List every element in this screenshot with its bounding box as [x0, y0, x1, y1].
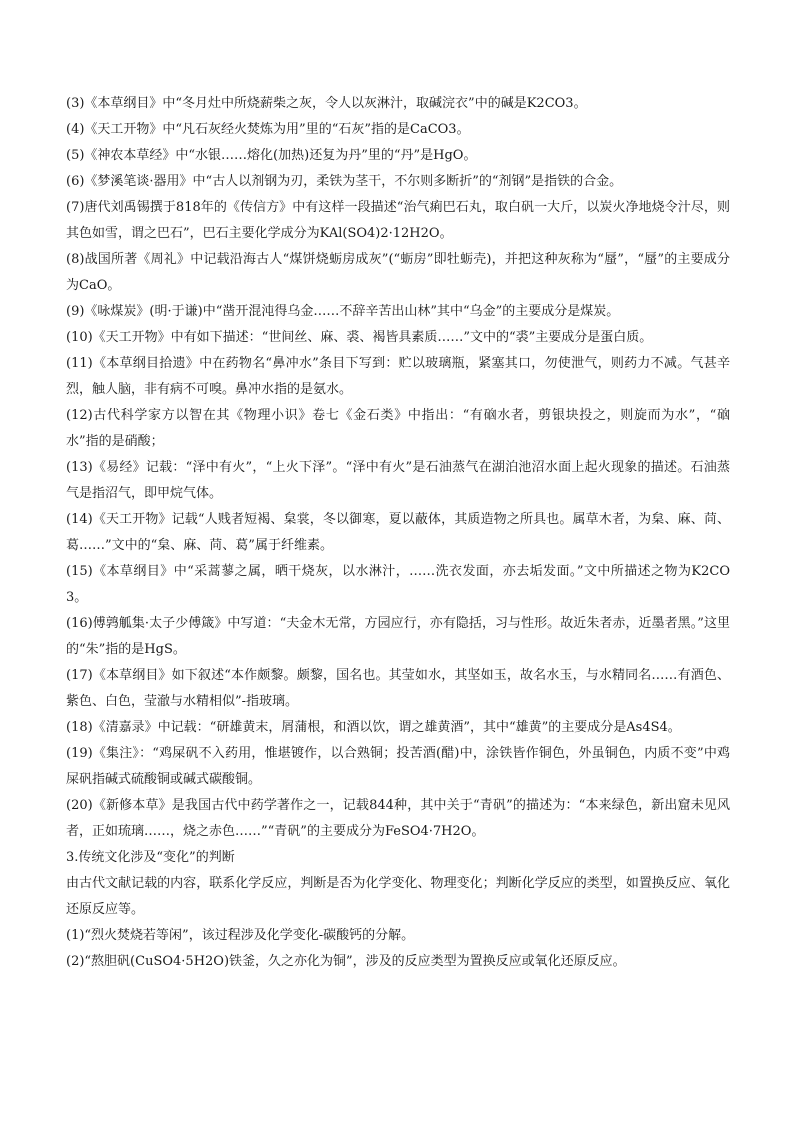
- section-heading: 3.传统文化涉及“变化”的判断: [66, 850, 235, 865]
- paragraph-item-15: (15)《本草纲目》中“采蒿蓼之属，晒干烧灰，以水淋汁，……洗衣发面，亦去垢发面。”文中所描述之物为K2CO3。: [66, 564, 730, 605]
- section-intro: 由古代文献记载的内容，联系化学反应，判断是否为化学变化、物理变化；判断化学反应的类型，如置换反应、氧化还原反应等。: [66, 876, 730, 917]
- paragraph-item-19: (19)《集注》：“鸡屎矾不入药用，惟堪镀作，以合熟铜；投苦酒(醋)中，涂铁皆作铜色，外虽铜色，内质不变”中鸡屎矾指碱式硫酸铜或碱式碳酸铜。: [66, 746, 730, 787]
- paragraph-item-9: (9)《咏煤炭》(明·于谦)中“凿开混沌得乌金……不辞辛苦出山林”其中“乌金”的主要成分是煤炭。: [66, 304, 620, 319]
- paragraph-item-6: (6)《梦溪笔谈·器用》中“古人以剂钢为刃，柔铁为茎干，不尔则多断折”的“剂钢”是指铁的合金。: [66, 174, 623, 189]
- paragraph-item-8: (8)战国所著《周礼》中记载沿海古人“煤饼烧蛎房成灰”(“蛎房”即牡蛎壳)，并把这种灰称为“蜃”，“蜃”的主要成分为CaO。: [66, 252, 730, 293]
- paragraph-item-5: (5)《神农本草经》中“水银……熔化(加热)还复为丹”里的“丹”是HgO。: [66, 148, 477, 163]
- paragraph-item-13: (13)《易经》记载：“泽中有火”，“上火下泽”。“泽中有火”是石油蒸气在湖泊池沼水面上起火现象的描述。石油蒸气是指沼气，即甲烷气体。: [66, 460, 730, 501]
- change-item-2: (2)“熬胆矾(CuSO4·5H2O)铁釜，久之亦化为铜”，涉及的反应类型为置换反应或氧化还原反应。: [66, 954, 626, 969]
- paragraph-item-3: (3)《本草纲目》中“冬月灶中所烧薪柴之灰，令人以灰淋汁，取碱浣衣”中的碱是K2CO3。: [66, 96, 587, 111]
- paragraph-item-14: (14)《天工开物》记载“人贱者短褐、枲裳，冬以御寒，夏以蔽体，其质造物之所具也。属草木者，为枲、麻、苘、葛……”文中的“枲、麻、苘、葛”属于纤维素。: [66, 512, 730, 553]
- paragraph-item-17: (17)《本草纲目》如下叙述“本作颇黎。颇黎，国名也。其莹如水，其坚如玉，故名水玉，与水精同名……有酒色、紫色、白色，莹澈与水精相似”-指玻璃。: [66, 668, 730, 709]
- paragraph-item-11: (11)《本草纲目拾遗》中在药物名“鼻冲水”条目下写到：贮以玻璃瓶，紧塞其口，勿使泄气，则药力不减。气甚辛烈，触人脑，非有病不可嗅。鼻冲水指的是氨水。: [66, 356, 730, 397]
- change-item-1: (1)“烈火焚烧若等闲”，该过程涉及化学变化-碳酸钙的分解。: [66, 928, 415, 943]
- paragraph-item-4: (4)《天工开物》中“凡石灰经火焚炼为用”里的“石灰”指的是CaCO3。: [66, 122, 470, 137]
- paragraph-item-10: (10)《天工开物》中有如下描述：“世间丝、麻、裘、褐皆具素质……”文中的“裘”主要成分是蛋白质。: [66, 330, 653, 345]
- paragraph-item-20: (20)《新修本草》是我国古代中药学著作之一，记载844种，其中关于“青矾”的描述为：“本来绿色，新出窟未见风者，正如琉璃……，烧之赤色……”“青矾”的主要成分为FeSO4·7H2O。: [66, 798, 730, 839]
- paragraph-item-18: (18)《清嘉录》中记载：“研雄黄末，屑蒲根，和酒以饮，谓之雄黄酒”，其中“雄黄”的主要成分是As4S4。: [66, 720, 681, 735]
- paragraph-item-12: (12)古代科学家方以智在其《物理小识》卷七《金石类》中指出：“有硇水者，剪银块投之，则旋而为水”，“硇水”指的是硝酸；: [66, 408, 730, 449]
- paragraph-item-7: (7)唐代刘禹锡撰于818年的《传信方》中有这样一段描述“治气痢巴石丸，取白矾一大斤，以炭火净地烧令汁尽，则其色如雪，谓之巴石”，巴石主要化学成分为KAl(SO4)2·12H2O。: [66, 200, 730, 241]
- document-body: [66, 91, 730, 975]
- paragraph-item-16: (16)傅鹑觚集·太子少傅箴》中写道：“夫金木无常，方园应行，亦有隐括，习与性形。故近朱者赤，近墨者黑。”这里的“朱”指的是HgS。: [66, 616, 730, 657]
